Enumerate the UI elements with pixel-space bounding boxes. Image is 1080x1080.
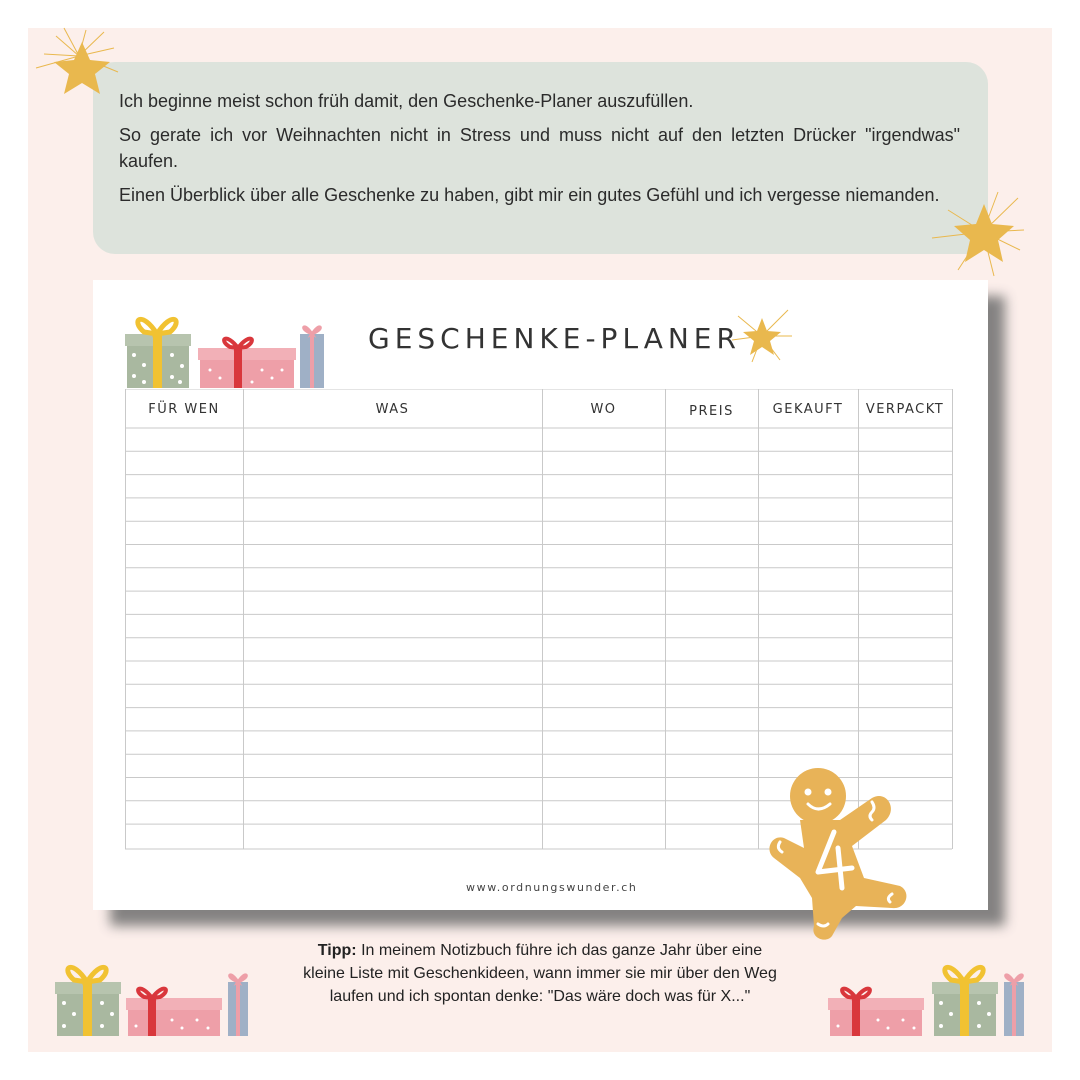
column-header-wo: WO <box>590 402 617 417</box>
star-icon <box>928 190 1028 280</box>
star-icon <box>728 306 794 364</box>
intro-paragraph-3: Einen Überblick über alle Geschenke zu haben, gibt mir ein gutes Gefühl und ich vergesse niemanden. <box>119 185 940 205</box>
star-icon <box>34 26 124 106</box>
tip-text <box>300 939 780 1008</box>
gift-icon <box>828 956 1028 1040</box>
planner-title: GESCHENKE-PLANER <box>368 322 741 355</box>
gift-icon <box>122 310 332 390</box>
intro-text-box <box>93 62 988 254</box>
column-header-preis: PREIS <box>689 404 734 419</box>
column-header-gekauft: GEKAUFT <box>772 402 844 417</box>
intro-paragraph-1: Ich beginne meist schon früh damit, den Geschenke-Planer auszufüllen. <box>119 91 694 111</box>
column-header-was: WAS <box>375 402 410 417</box>
gingerbread-man-icon <box>760 768 910 940</box>
column-header-verpackt: VERPACKT <box>865 402 945 417</box>
column-header-fuer-wen: FÜR WEN <box>148 402 220 417</box>
tip-label: Tipp: <box>317 942 357 959</box>
website-url: www.ordnungswunder.ch <box>466 881 638 894</box>
gift-icon <box>52 956 252 1040</box>
intro-paragraph-2: So gerate ich vor Weihnachten nicht in Stress und muss nicht auf den letzten Drücker "irgendwas" kaufen. <box>119 125 960 171</box>
tip-body: In meinem Notizbuch führe ich das ganze Jahr über eine kleine Liste mit Geschenkideen, wann immer sie mir über den Weg laufen und ich spontan denke: "Das wäre doch was für X..." <box>303 942 777 1005</box>
